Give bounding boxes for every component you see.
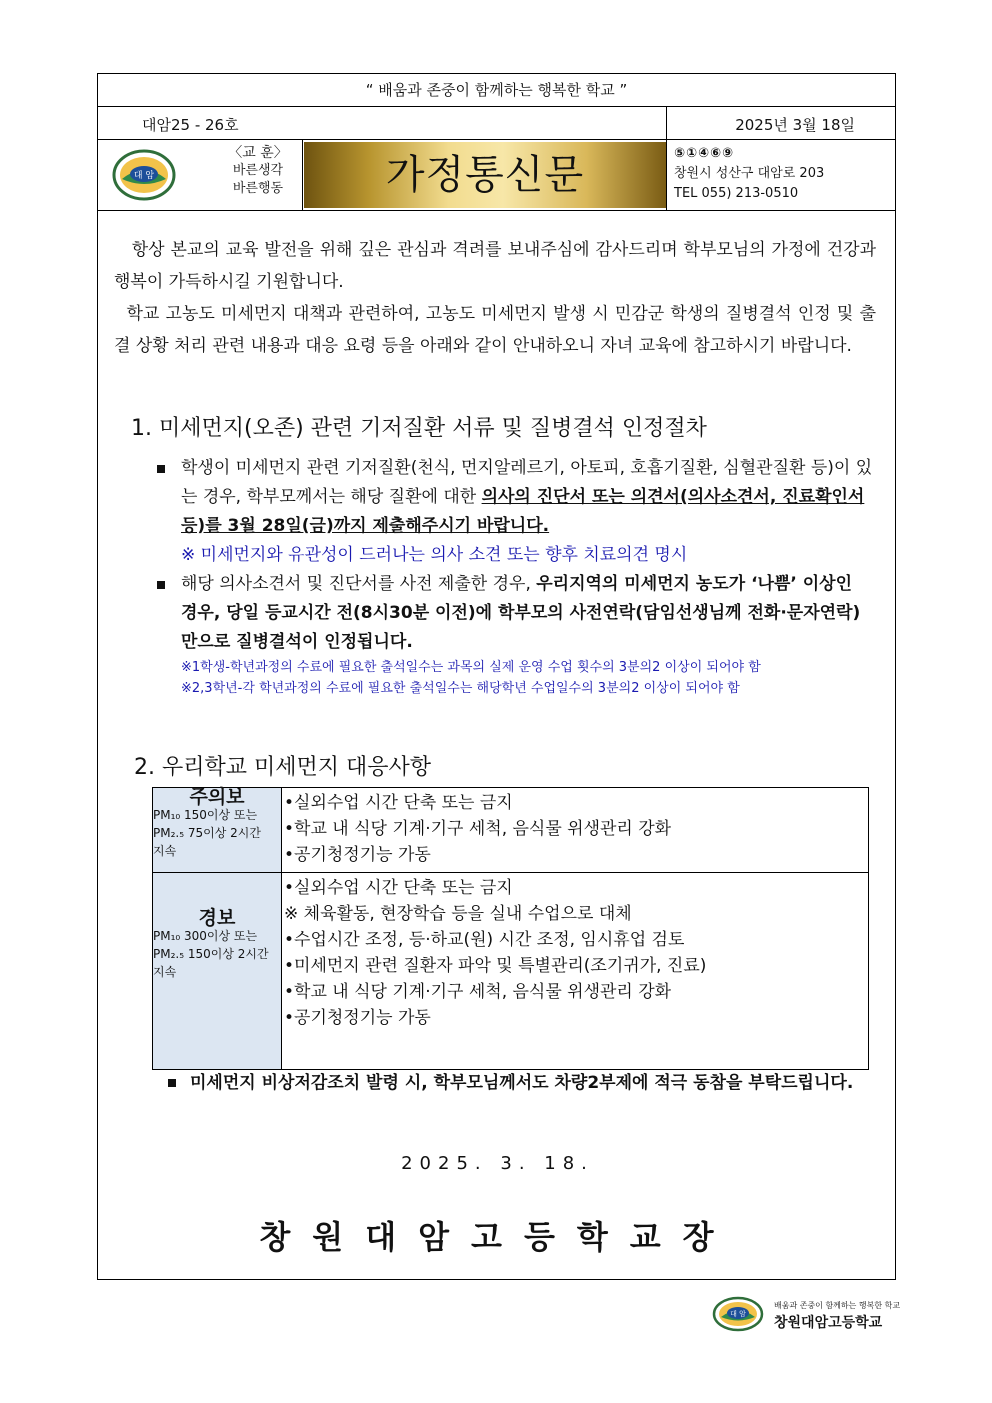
school-motto: [218, 144, 298, 198]
closing-note: [168, 1069, 868, 1098]
level-name: 경보: [198, 907, 236, 929]
section-1-title: 1. 미세먼지(오존) 관련 기저질환 서류 및 질병결석 인정절차: [131, 416, 707, 441]
issue-number: 대암25 - 26호: [142, 116, 239, 134]
action-item: •실외수업 시간 단축 또는 금지: [284, 793, 513, 813]
action-item: •미세먼지 관련 질환자 파악 및 특별관리(조기귀가, 진료): [284, 956, 707, 976]
level-criteria: PM₁₀ 150이상 또는: [153, 808, 258, 822]
footer-slogan: 배움과 존중이 함께하는 행복한 학교: [774, 1301, 901, 1310]
bullet-item: [153, 454, 873, 570]
response-table: [152, 787, 869, 1070]
closing-note-text: 미세먼지 비상저감조치 발령 시, 학부모님께서도 차량2부제에 적극 동참을 부탁드립니다.: [190, 1073, 854, 1093]
level-cell: [153, 788, 282, 873]
level-criteria: 지속: [153, 844, 177, 858]
action-item: •공기청정기능 가동: [284, 845, 431, 865]
postal-code: ⑤①④⑥⑨: [674, 146, 735, 161]
bullet-square-icon: [157, 581, 165, 589]
divider: [666, 140, 667, 210]
phone-line: TEL 055) 213-0510: [674, 186, 799, 201]
letterhead: [98, 140, 895, 211]
divider: [302, 140, 303, 210]
level-name: 주의보: [189, 786, 245, 808]
table-row: [153, 788, 869, 873]
bullet-emphasis: 의사의 진단서 또는 의견서(의사소견서, 진료확인서 등)를 3월 28일(금)까지 제출해주시기 바랍니다.: [181, 487, 865, 536]
bullet-note: ※ 미세먼지와 유관성이 드러나는 의사 소견 또는 향후 치료의견 명시: [181, 545, 688, 565]
bullet-text: 학생이 미세먼지 관련 기저질환(천식, 먼지알레르기, 아토피, 호흡기질환, 심혈관질환 등)이 있는 경우, 학부모께서는 해당 질환에 대한: [181, 458, 873, 507]
school-address: [674, 144, 824, 204]
intro-paragraph: 학교 고농도 미세먼지 대책과 관련하여, 고농도 미세먼지 발생 시 민감군 학생의 질병결석 인정 및 출결 상황 처리 관련 내용과 대응 요령 등을 아래와 같이 안내하오니 자녀 교육에 참고하시기 바랍니다.: [114, 304, 876, 356]
intro-text: [114, 234, 876, 362]
issue-row: [98, 107, 895, 140]
action-item: •학교 내 식당 기계·기구 세척, 음식물 위생관리 강화: [284, 982, 672, 1002]
bullet-emphasis: 우리지역의 미세먼지 농도가 ‘나쁨’ 이상인 경우, 당일 등교시간 전(8시30분 이전)에 학부모의 사전연락(담임선생님께 전화·문자연락)만으로 질병결석이 인정됩니다.: [181, 574, 861, 652]
motto-line2: 바른행동: [232, 181, 284, 196]
action-item: •실외수업 시간 단축 또는 금지: [284, 878, 513, 898]
divider: [666, 107, 667, 139]
address-line: 창원시 성산구 대암로 203: [674, 166, 825, 181]
issue-date: 2025년 3월 18일: [735, 116, 855, 134]
attendance-note: ※2,3학년-각 학년과정의 수료에 필요한 출석일수는 해당학년 수업일수의 3분의2 이상이 되어야 함: [181, 681, 740, 696]
school-logo-icon: [112, 149, 176, 201]
newsletter-title: 가정통신문: [304, 142, 666, 208]
svg-text:대 암: 대 암: [730, 1310, 746, 1318]
action-item: •학교 내 식당 기계·기구 세척, 음식물 위생관리 강화: [284, 819, 672, 839]
action-item: •공기청정기능 가동: [284, 1008, 431, 1028]
intro-paragraph: 항상 본교의 교육 발전을 위해 깊은 관심과 격려를 보내주심에 감사드리며 학부모님의 가정에 건강과 행복이 가득하시길 기원합니다.: [114, 240, 876, 292]
principal-signature: 창원대암고등학교장: [259, 1218, 736, 1256]
svg-text:대 암: 대 암: [133, 171, 155, 181]
bullet-text: 해당 의사소견서 및 진단서를 사전 제출한 경우,: [181, 574, 537, 594]
actions-cell: [282, 788, 869, 873]
footer-school-name: 창원대암고등학교: [774, 1315, 883, 1331]
level-criteria: 지속: [153, 965, 177, 979]
level-criteria: PM₂.₅ 150이상 2시간: [153, 947, 269, 961]
level-cell: [153, 873, 282, 1070]
attendance-note: ※1학생-학년과정의 수료에 필요한 출석일수는 과목의 실제 운영 수업 횟수의 3분의2 이상이 되어야 함: [181, 660, 761, 675]
action-item: •수업시간 조정, 등·하교(원) 시간 조정, 임시휴업 검토: [284, 930, 685, 950]
section-1-bullets: [153, 454, 873, 699]
school-logo-icon: [712, 1296, 764, 1332]
motto-line1: 바른생각: [232, 163, 284, 178]
action-item: ※ 체육활동, 현장학습 등을 실내 수업으로 대체: [284, 904, 632, 924]
bullet-square-icon: [157, 465, 165, 473]
bullet-item: [153, 570, 873, 657]
signature-date: 2025. 3. 18.: [401, 1153, 594, 1174]
level-criteria: PM₁₀ 300이상 또는: [153, 929, 258, 943]
document-frame: [97, 73, 896, 1280]
actions-cell: [282, 873, 869, 1070]
section-2-title: 2. 우리학교 미세먼지 대응사항: [134, 755, 431, 780]
bullet-square-icon: [168, 1079, 176, 1087]
motto-title: 〈교 훈〉: [228, 145, 288, 161]
footer-logo: [712, 1296, 912, 1332]
school-slogan: “ 배움과 존중이 함께하는 행복한 학교 ”: [98, 74, 895, 107]
level-criteria: PM₂.₅ 75이상 2시간: [153, 826, 261, 840]
table-row: [153, 873, 869, 1070]
